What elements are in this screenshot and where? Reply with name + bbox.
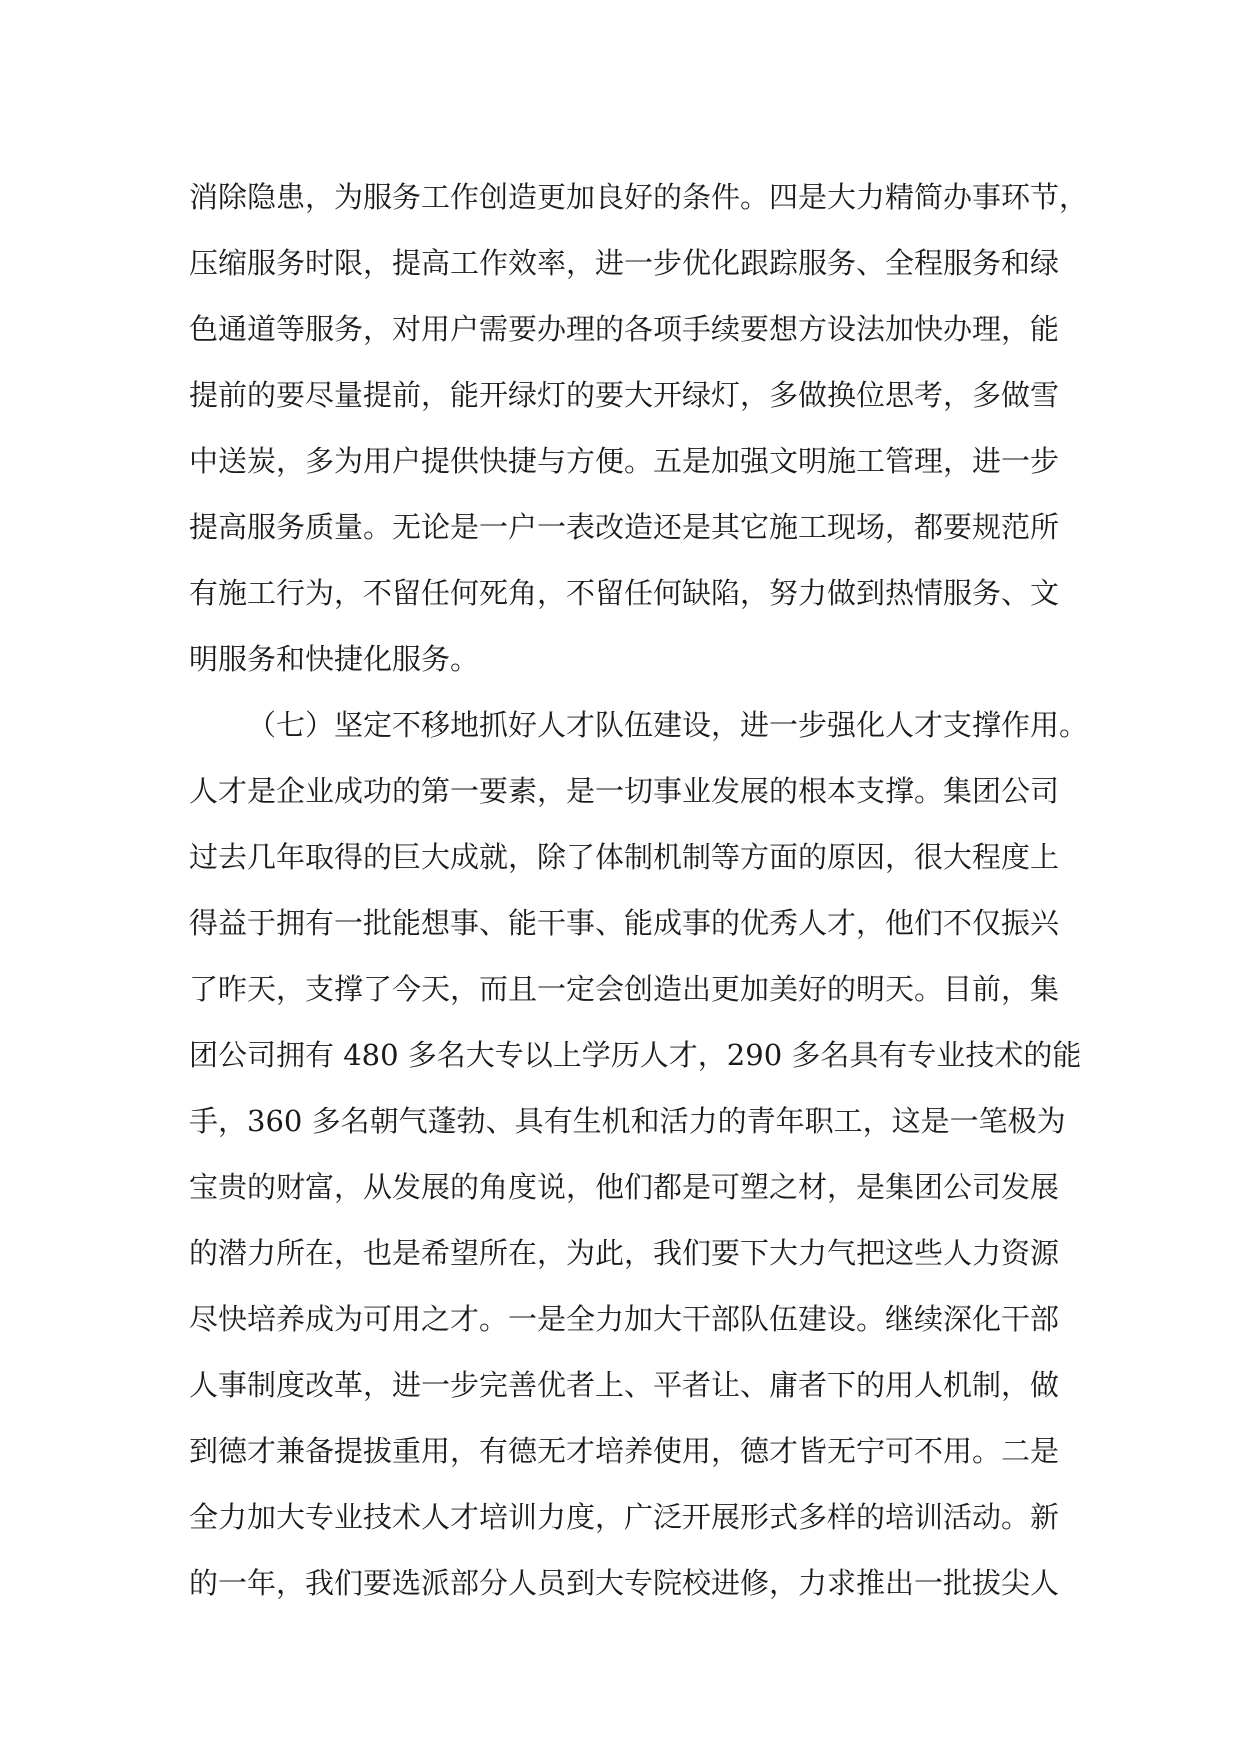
text-line: 全力加大专业技术人才培训力度，广泛开展形式多样的培训活动。新 bbox=[189, 1500, 1060, 1534]
text-line: 尽快培养成为可用之才。一是全力加大干部队伍建设。继续深化干部 bbox=[189, 1302, 1060, 1336]
text-line: 过去几年取得的巨大成就，除了体制机制等方面的原因，很大程度上 bbox=[189, 840, 1060, 874]
text-line: 色通道等服务，对用户需要办理的各项手续要想方设法加快办理，能 bbox=[189, 312, 1060, 346]
text-line: 有施工行为，不留任何死角，不留任何缺陷，努力做到热情服务、文 bbox=[189, 576, 1060, 610]
section-heading-line: （七）坚定不移地抓好人才队伍建设，进一步强化人才支撑作用。 bbox=[247, 708, 1089, 742]
text-line: 提高服务质量。无论是一户一表改造还是其它施工现场，都要规范所 bbox=[189, 510, 1060, 544]
text-line: 压缩服务时限，提高工作效率，进一步优化跟踪服务、全程服务和绿 bbox=[189, 246, 1060, 280]
text-line: 人才是企业成功的第一要素，是一切事业发展的根本支撑。集团公司 bbox=[189, 774, 1060, 808]
text-line: 提前的要尽量提前，能开绿灯的要大开绿灯，多做换位思考，多做雪 bbox=[189, 378, 1060, 412]
text-line: 的潜力所在，也是希望所在，为此，我们要下大力气把这些人力资源 bbox=[189, 1236, 1060, 1270]
text-line: 团公司拥有 480 多名大专以上学历人才，290 多名具有专业技术的能 bbox=[189, 1038, 1082, 1072]
text-line: 的一年，我们要选派部分人员到大专院校进修，力求推出一批拔尖人 bbox=[189, 1566, 1060, 1600]
text-line: 了昨天，支撑了今天，而且一定会创造出更加美好的明天。目前，集 bbox=[189, 972, 1060, 1006]
paragraph-2 bbox=[189, 692, 1089, 1616]
text-line: 得益于拥有一批能想事、能干事、能成事的优秀人才，他们不仅振兴 bbox=[189, 906, 1060, 940]
body-text bbox=[189, 164, 1089, 1616]
text-line: 到德才兼备提拔重用，有德无才培养使用，德才皆无宁可不用。二是 bbox=[189, 1434, 1060, 1468]
paragraph-1 bbox=[189, 164, 1089, 692]
text-line: 中送炭，多为用户提供快捷与方便。五是加强文明施工管理，进一步 bbox=[189, 444, 1060, 478]
text-line: 人事制度改革，进一步完善优者上、平者让、庸者下的用人机制，做 bbox=[189, 1368, 1060, 1402]
text-line: 明服务和快捷化服务。 bbox=[189, 642, 480, 676]
text-line: 消除隐患，为服务工作创造更加良好的条件。四是大力精简办事环节， bbox=[189, 180, 1089, 214]
text-line: 宝贵的财富，从发展的角度说，他们都是可塑之材，是集团公司发展 bbox=[189, 1170, 1060, 1204]
text-line: 手，360 多名朝气蓬勃、具有生机和活力的青年职工，这是一笔极为 bbox=[189, 1104, 1066, 1138]
